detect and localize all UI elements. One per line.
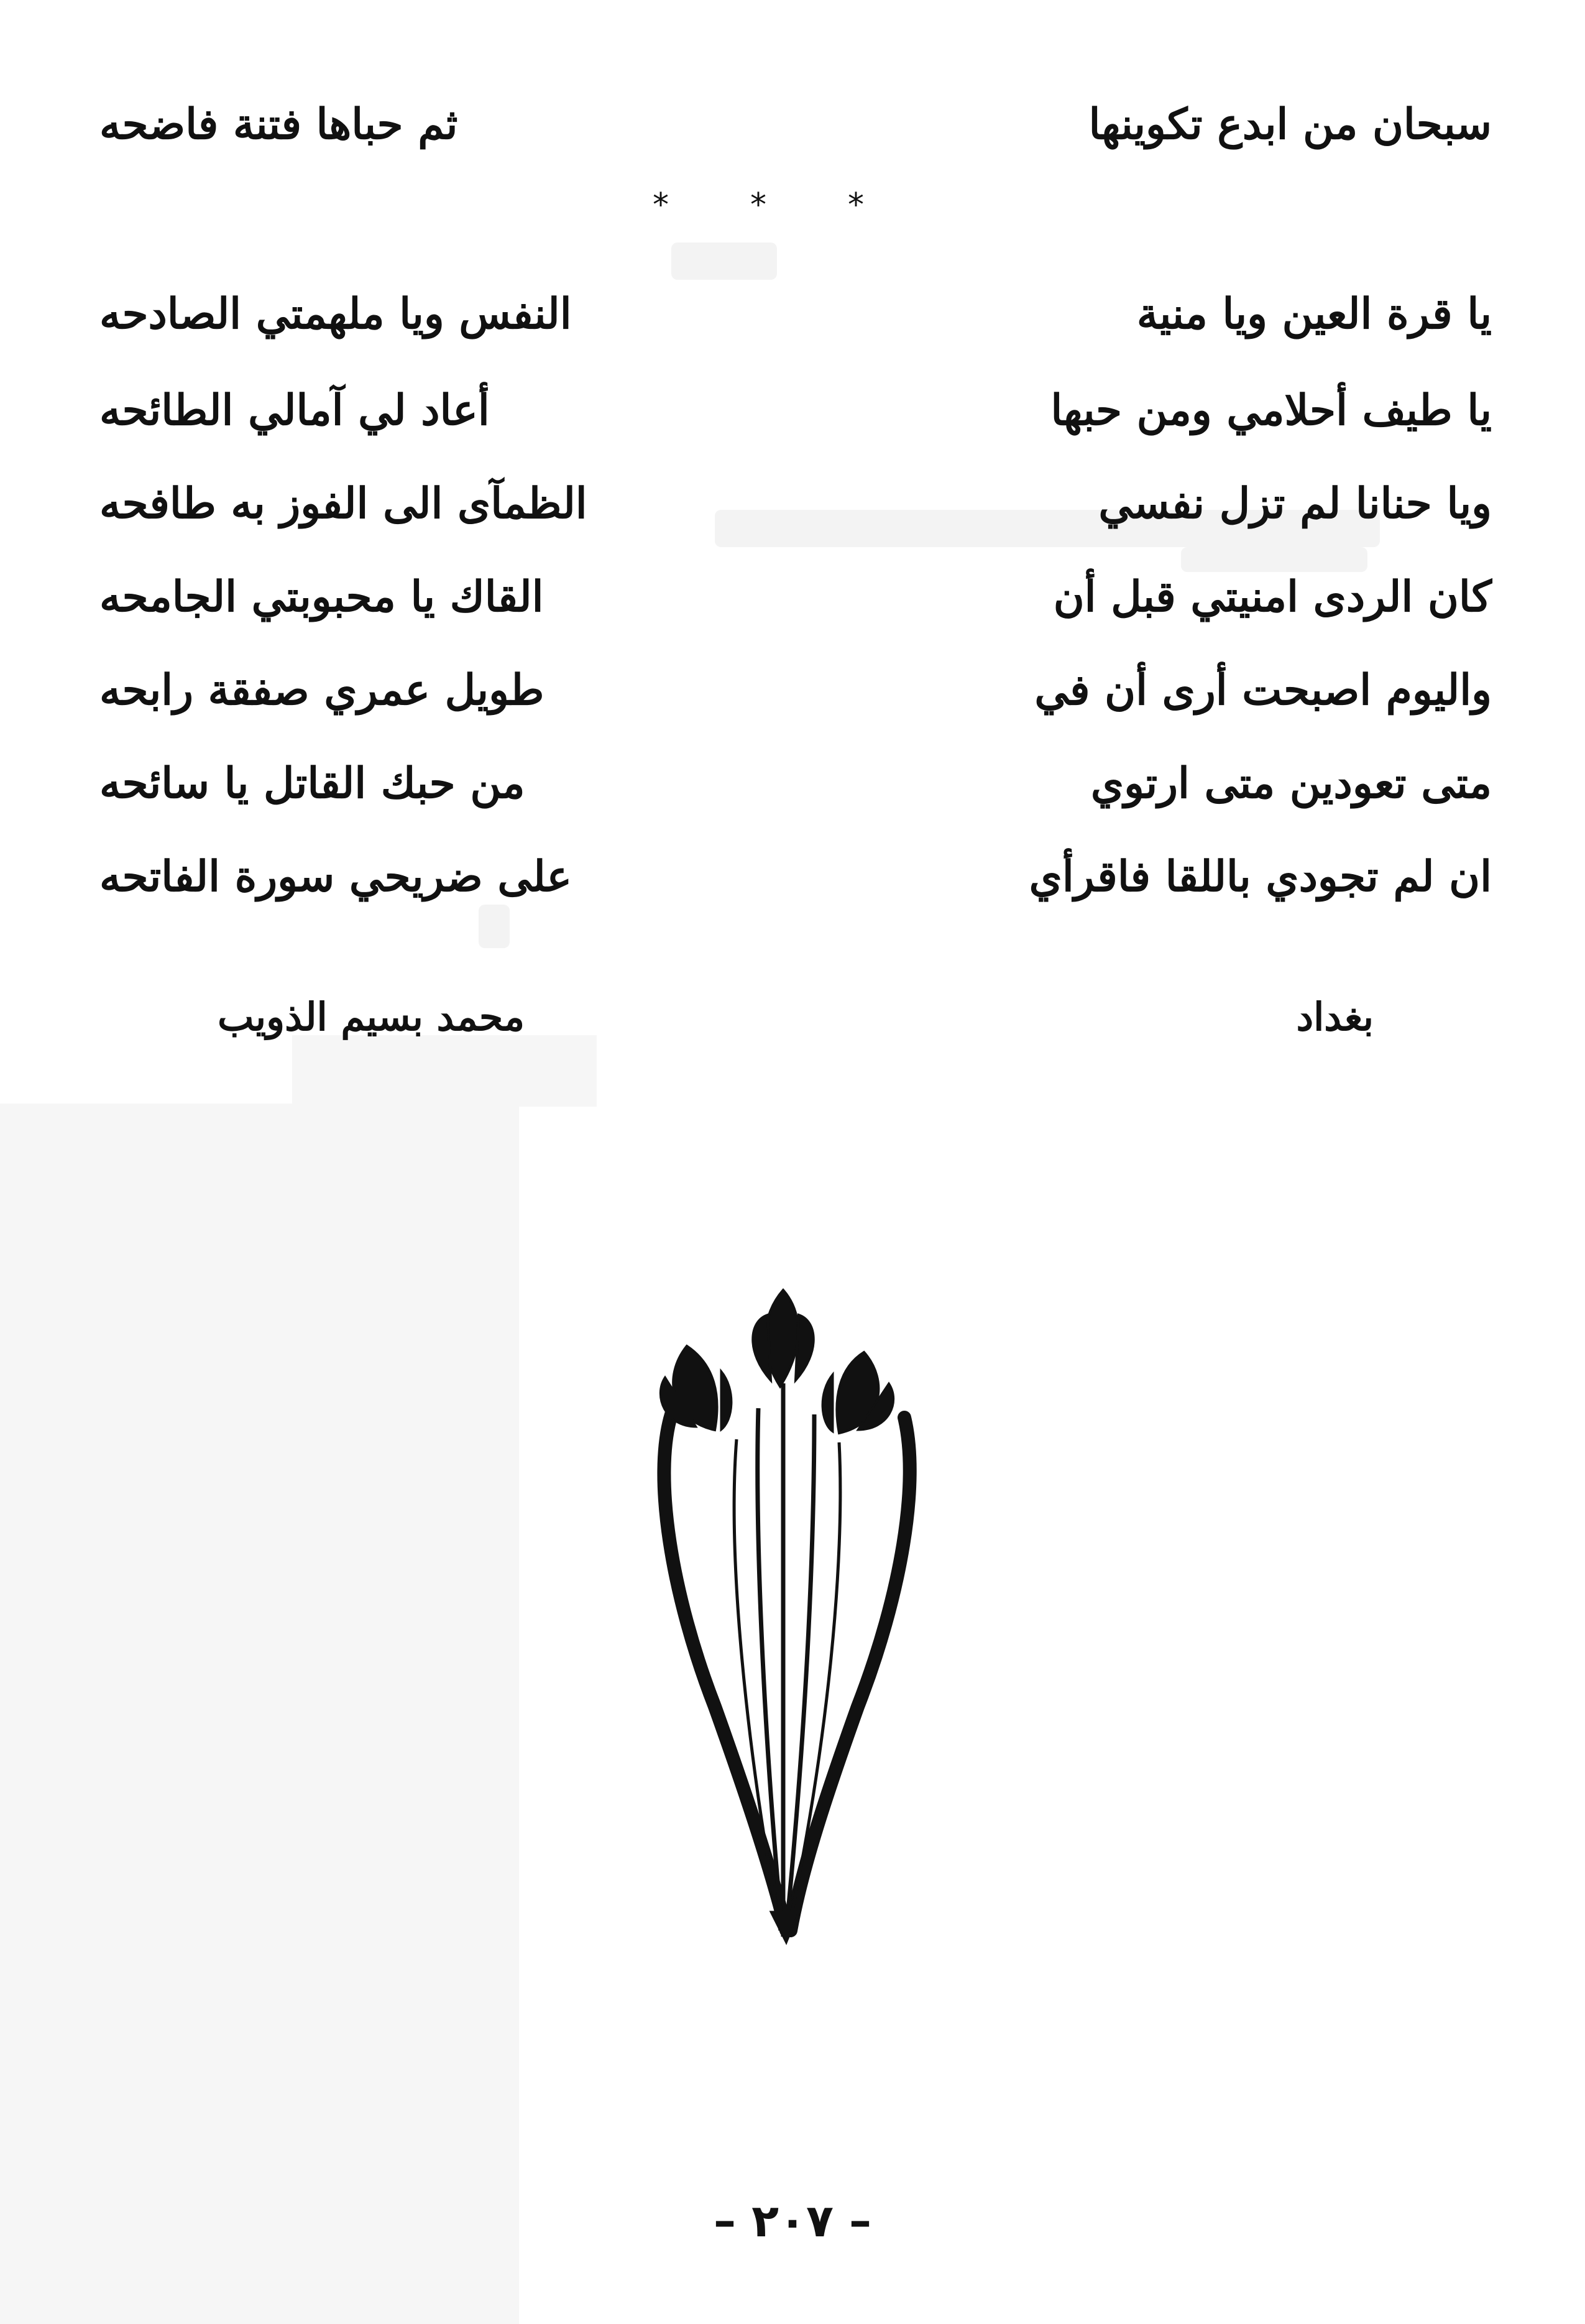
verse-first-hemistich: متى تعودين متى ارتوي (1090, 759, 1492, 808)
verse-first-hemistich: واليوم اصبحت أرى أن في (1034, 665, 1492, 715)
signature-author: محمد بسيم الذويب (218, 994, 525, 1040)
verse-second-hemistich: من حبك القاتل يا سائحه (99, 759, 525, 808)
poem-verse-5 (99, 560, 1492, 634)
verse-first-hemistich: كان الردى امنيتي قبل أن (1053, 572, 1492, 622)
poem-verse-1 (99, 87, 1492, 162)
poem-verse-4 (99, 466, 1492, 541)
lotus-ornament-icon (628, 1271, 939, 1949)
verse-first-hemistich: يا طيف أحلامي ومن حبها (1050, 385, 1492, 435)
verse-second-hemistich: الظمآى الى الفوز به طافحه (99, 479, 587, 528)
verse-first-hemistich: سبحان من ابدع تكوينها (1088, 99, 1492, 149)
separator-star: * (653, 187, 669, 224)
verse-second-hemistich: ثم حباها فتنة فاضحه (99, 99, 458, 149)
verse-first-hemistich: ان لم تجودي باللقا فاقرأي (1029, 852, 1492, 901)
scan-smudge (671, 242, 777, 280)
separator-star: * (750, 187, 766, 224)
verse-second-hemistich: على ضريحي سورة الفاتحه (99, 852, 572, 901)
page-number: – ٢٠٧ – (714, 2195, 871, 2247)
poem-verse-7 (99, 746, 1492, 821)
verse-second-hemistich: أعاد لي آمالي الطائحه (99, 385, 490, 435)
scan-background-shade (0, 1104, 519, 2324)
poem-verse-2 (99, 277, 1492, 351)
verse-first-hemistich: يا قرة العين ويا منية (1136, 289, 1492, 339)
verse-second-hemistich: القاك يا محبوبتي الجامحه (99, 572, 544, 622)
signature-place: بغداد (1296, 994, 1374, 1040)
poem-verse-6 (99, 653, 1492, 727)
verse-second-hemistich: طويل عمري صفقة رابحه (99, 665, 544, 715)
stanza-separator (653, 187, 864, 224)
poem-verse-3 (99, 373, 1492, 448)
separator-star: * (848, 187, 864, 224)
verse-first-hemistich: ويا حنانا لم تزل نفسي (1098, 479, 1492, 528)
poem-verse-8 (99, 839, 1492, 914)
verse-second-hemistich: النفس ويا ملهمتي الصادحه (99, 289, 572, 339)
signature-row (218, 982, 1374, 1051)
